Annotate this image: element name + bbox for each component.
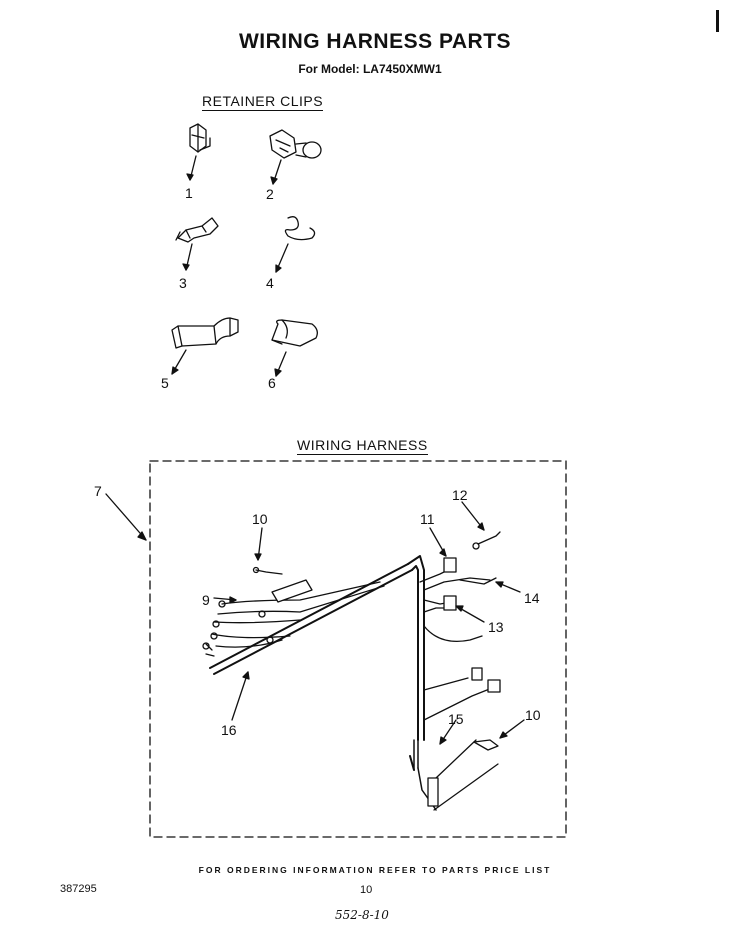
- callout-9: 9: [202, 592, 210, 608]
- callout-7: 7: [94, 483, 102, 499]
- ordering-info-footer: FOR ORDERING INFORMATION REFER TO PARTS PRICE LIST: [198, 865, 552, 875]
- main-harness: [203, 532, 500, 810]
- clip-5-part: [172, 318, 238, 374]
- callout-10-right: 10: [525, 707, 541, 723]
- callout-5: 5: [161, 375, 169, 391]
- clip-4-part: [276, 217, 315, 272]
- clip-3-part: [176, 218, 218, 270]
- callout-6: 6: [268, 375, 276, 391]
- document-number: 387295: [60, 883, 97, 895]
- callout-4: 4: [266, 275, 274, 291]
- callout-3: 3: [179, 275, 187, 291]
- clip-1-part: [187, 124, 210, 180]
- page-title: WIRING HARNESS PARTS: [238, 30, 512, 53]
- callout-12: 12: [452, 487, 468, 503]
- wiring-harness-heading: WIRING HARNESS: [297, 437, 428, 453]
- callout-10-left: 10: [252, 511, 268, 527]
- callout-14: 14: [524, 590, 540, 606]
- callout-16: 16: [221, 722, 237, 738]
- callout-1: 1: [185, 185, 193, 201]
- handwritten-code: 552-8-10: [335, 908, 389, 922]
- callout-13: 13: [488, 619, 504, 635]
- model-subtitle: For Model: LA7450XMW1: [298, 62, 442, 76]
- callout-2: 2: [266, 186, 274, 202]
- callout-15: 15: [448, 711, 464, 727]
- clip-6-part: [272, 320, 317, 376]
- callout-11: 11: [420, 511, 435, 527]
- page-number: 10: [360, 884, 373, 896]
- harness-frame: [150, 461, 566, 837]
- retainer-clips-heading: RETAINER CLIPS: [202, 93, 324, 109]
- clip-2-part: [270, 130, 321, 184]
